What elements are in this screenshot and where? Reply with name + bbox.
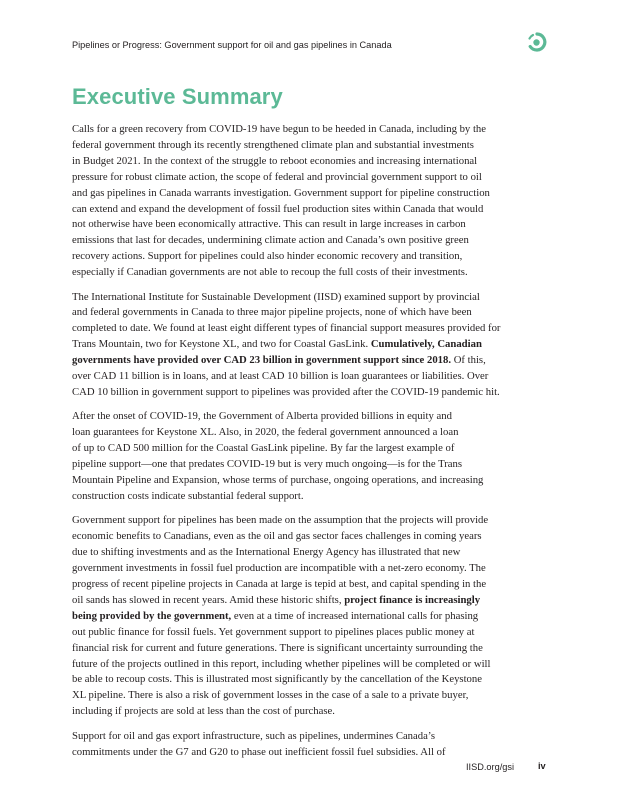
bold-highlight: being provided by the government,: [72, 609, 232, 622]
text-segment: oil sands has slowed in recent years. Amid these historic shifts,: [72, 593, 342, 606]
text-line: [72, 609, 546, 625]
text-line: can extend and expand the development of fossil fuel production sites within Canada that would: [72, 202, 484, 215]
text-line: and federal governments in Canada to three major pipeline projects, none of which have been: [72, 306, 472, 319]
text-line: out public finance for fossil fuels. Yet government support to pipelines places public money at: [72, 625, 475, 638]
text-line: pressure for robust climate action, the scope of federal and provincial government support to oil: [72, 170, 482, 183]
text-line: Government support for pipelines has been made on the assumption that the projects will provide: [72, 514, 489, 527]
text-line: After the onset of COVID-19, the Government of Alberta provided billions in equity and: [72, 410, 452, 423]
paragraph-green-recovery: [72, 122, 546, 281]
text-line: [72, 353, 546, 369]
page-number: iv: [538, 761, 546, 771]
text-line: construction costs indicate substantial federal support.: [72, 489, 304, 502]
text-line: especially if Canadian governments are not able to recoup the full costs of their investments.: [72, 266, 468, 279]
text-line: pipeline support—one that predates COVID-19 but is very much ongoing—is for the Trans: [72, 458, 463, 471]
body-text: [72, 122, 546, 769]
text-line: be able to recoup costs. This is illustrated most significantly by the cancellation of the Keystone: [72, 673, 482, 686]
text-line: financial risk for current and future generations. There is significant uncertainty surrounding the: [72, 641, 483, 654]
text-line: completed to date. We found at least eight different types of financial support measures provided for: [72, 322, 501, 335]
text-line: progress of recent pipeline projects in Canada at large is tepid at best, and capital spending in the: [72, 577, 487, 590]
paragraph-subsidy-commitments: [72, 729, 546, 761]
text-line: Mountain Pipeline and Expansion, whose terms of purchase, ongoing operations, and increasing: [72, 474, 484, 487]
text-line: The International Institute for Sustainable Development (IISD) examined support by provincial: [72, 290, 480, 303]
text-line: [72, 593, 546, 609]
page-title: Executive Summary: [72, 84, 283, 109]
running-header: Pipelines or Progress: Government support for oil and gas pipelines in Canada: [72, 40, 392, 50]
text-line: over CAD 11 billion is in loans, and at least CAD 10 billion is loan guarantees or liabilities. Over: [72, 370, 489, 383]
bold-highlight: governments have provided over CAD 23 billion in government support since 2018.: [72, 354, 452, 367]
text-line: economic benefits to Canadians, even as the oil and gas sector faces challenges in coming years: [72, 530, 482, 543]
text-line: and gas pipelines in Canada warrants investigation. Government support for pipeline construction: [72, 186, 490, 199]
text-line: loan guarantees for Keystone XL. Also, in 2020, the federal government announced a loan: [72, 426, 459, 439]
text-line: Calls for a green recovery from COVID-19 have begun to be heeded in Canada, including by the: [72, 123, 487, 135]
text-line: not otherwise have been economically attractive. This can result in large increases in carbon: [72, 218, 466, 231]
footer-url: IISD.org/gsi: [466, 762, 514, 772]
text-line: emissions that last for decades, undermining climate action and Canada’s own positive green: [72, 234, 469, 247]
text-line: due to shifting investments and as the International Energy Agency has illustrated that new: [72, 546, 461, 559]
text-line: of up to CAD 500 million for the Coastal GasLink pipeline. By far the largest example of: [72, 442, 455, 455]
text-line: XL pipeline. There is also a risk of government losses in the case of a sale to a private buyer,: [72, 689, 469, 702]
paragraph-post-covid: [72, 409, 546, 504]
text-segment: Trans Mountain, two for Keystone XL, and two for Coastal GasLink.: [72, 338, 369, 351]
paragraph-iisd-findings: [72, 290, 546, 401]
text-line: future of the projects outlined in this report, including whether pipelines will be completed or will: [72, 657, 491, 670]
text-line: federal government through its recently strengthened climate plan and substantial investments: [72, 138, 474, 151]
text-line: Support for oil and gas export infrastructure, such as pipelines, undermines Canada’s: [72, 729, 435, 742]
text-segment: even at a time of increased international calls for phasing: [231, 609, 479, 622]
text-line: in Budget 2021. In the context of the struggle to reboot economies and increasing international: [72, 154, 478, 167]
text-line: government investments in fossil fuel production are incompatible with a net-zero economy. The: [72, 562, 486, 575]
text-line: CAD 10 billion in government support to pipelines was provided after the COVID-19 pandemic hit.: [72, 386, 500, 398]
text-line: [72, 337, 546, 353]
text-line: recovery actions. Support for pipelines could also hinder economic recovery and transition,: [72, 250, 463, 263]
bold-highlight: project finance is increasingly: [344, 593, 481, 606]
bold-highlight: Cumulatively, Canadian: [370, 338, 482, 351]
iisd-logo-icon: [527, 32, 547, 54]
text-segment: Of this,: [451, 354, 486, 367]
text-line: commitments under the G7 and G20 to phase out inefficient fossil fuel subsidies. All of: [72, 745, 446, 758]
paragraph-economic-assumption: [72, 513, 546, 720]
text-line: including if projects are sold at less than the cost of purchase.: [72, 705, 335, 718]
